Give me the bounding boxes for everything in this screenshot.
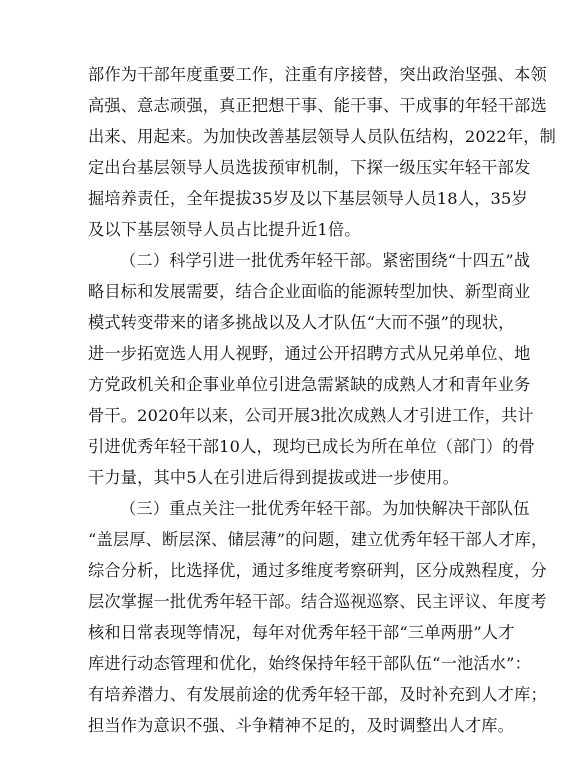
- text-line: 干力量，其中5人在引进后得到提拔或进一步使用。: [88, 468, 460, 487]
- text-line: 进一步拓宽选人用人视野，通过公开招聘方式从兄弟单位、地: [88, 344, 531, 363]
- text-line: 方党政机关和企事业单位引进急需紧缺的成熟人才和青年业务: [88, 375, 531, 394]
- text-line: 有培养潜力、有发展前途的优秀年轻干部，及时补充到人才库；: [88, 685, 547, 704]
- paragraph-heading-line: （三）重点关注一批优秀年轻干部。为加快解决干部队伍: [120, 499, 530, 518]
- text-line: 核和日常表现等情况，每年对优秀年轻干部“三单两册”人才: [88, 623, 515, 642]
- text-line: 综合分析，比选择优，通过多维度考察研判，区分成熟程度，分: [88, 561, 547, 580]
- text-line: 及以下基层领导人员占比提升近1倍。: [88, 220, 361, 239]
- text-line: 骨干。2020年以来，公司开展3批次成熟人才引进工作，共计: [88, 406, 534, 425]
- text-line: 定出台基层领导人员选拔预审机制，下探一级压实年轻干部发: [88, 158, 531, 177]
- text-line: 掘培养责任，全年提拔35岁及以下基层领导人员18人，35岁: [88, 189, 528, 208]
- text-line: 担当作为意识不强、斗争精神不足的，及时调整出人才库。: [88, 716, 515, 735]
- text-line: 略目标和发展需要，结合企业面临的能源转型加快、新型商业: [88, 282, 531, 301]
- paragraph-heading-line: （二）科学引进一批优秀年轻干部。紧密围绕“十四五”战: [120, 251, 531, 270]
- text-line: “盖层厚、断层深、储层薄”的问题，建立优秀年轻干部人才库，: [88, 530, 548, 549]
- text-line: 引进优秀年轻干部10人，现均已成长为所在单位（部门）的骨: [88, 437, 536, 456]
- text-line: 出来、用起来。为加快改善基层领导人员队伍结构，2022年，制: [88, 127, 557, 146]
- text-line: 库进行动态管理和优化，始终保持年轻干部队伍“一池活水”：: [88, 654, 532, 673]
- text-line: 模式转变带来的诸多挑战以及人才队伍“大而不强”的现状，: [88, 313, 515, 332]
- text-line: 高强、意志顽强，真正把想干事、能干事、干成事的年轻干部选: [88, 96, 547, 115]
- text-line: 部作为干部年度重要工作，注重有序接替，突出政治坚强、本领: [88, 65, 547, 84]
- text-line: 层次掌握一批优秀年轻干部。结合巡视巡察、民主评议、年度考: [88, 592, 547, 611]
